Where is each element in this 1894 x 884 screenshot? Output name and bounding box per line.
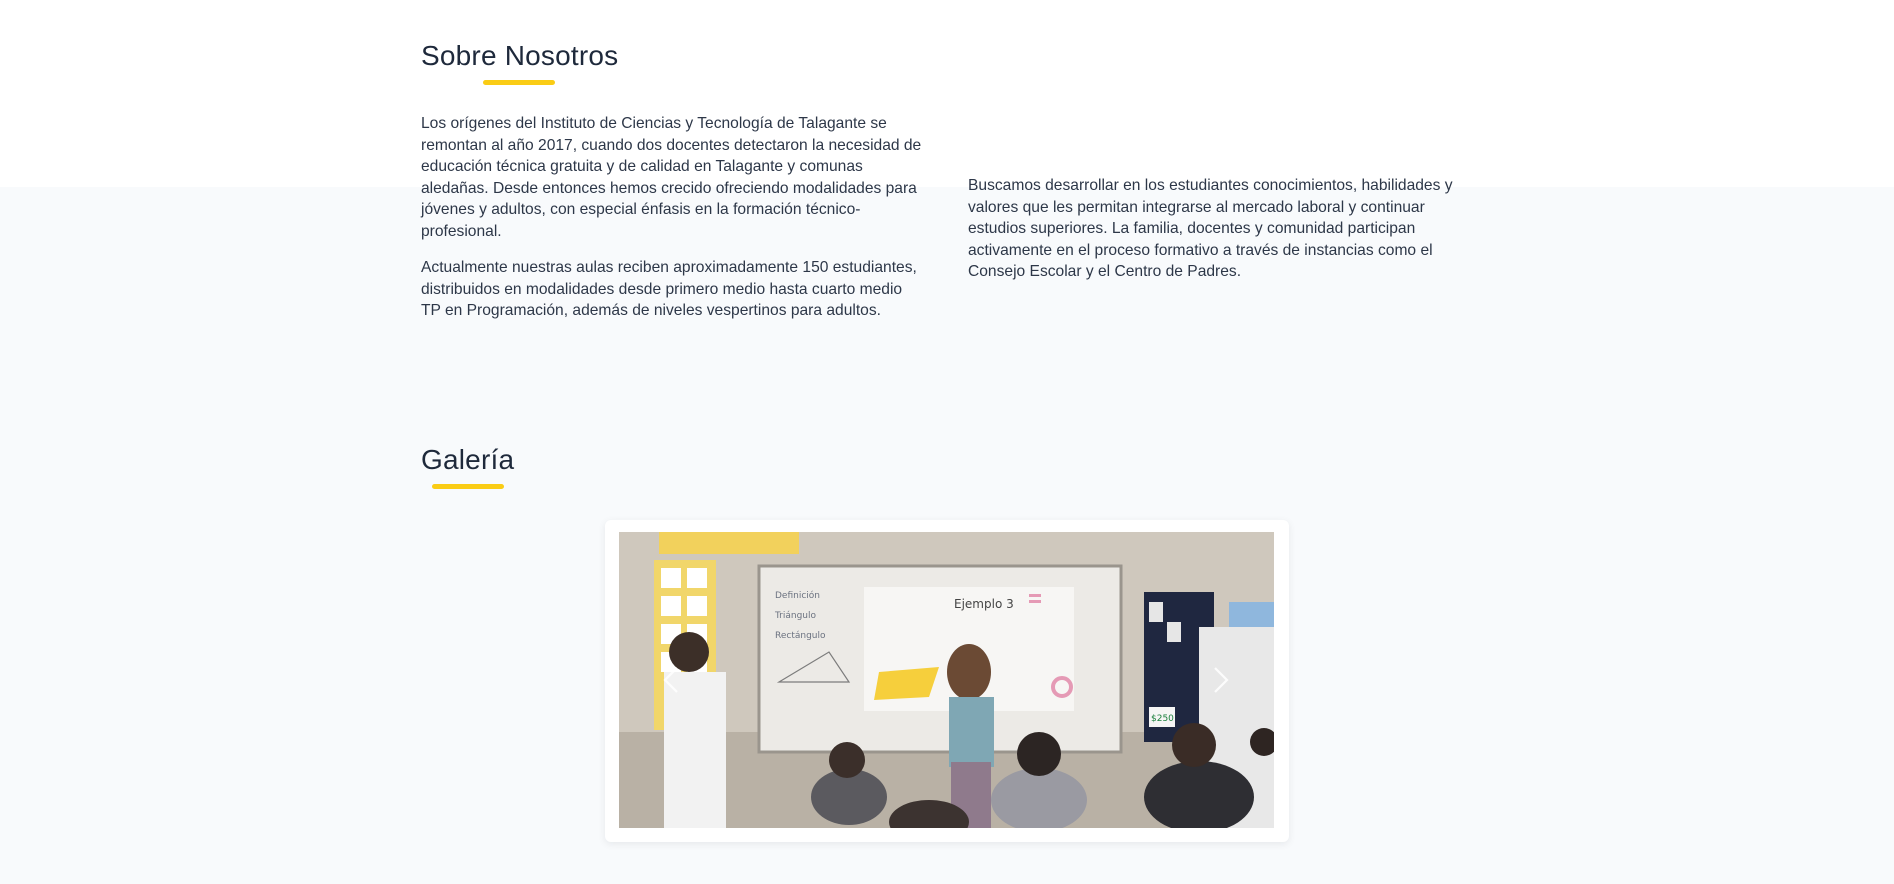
about-paragraph-mission: Buscamos desarrollar en los estudiantes conocimientos, habilidades y valores que les permitan integrarse al mercado laboral y continuar estudios superiores. La familia, docentes y comunidad participan activamente en el proceso formativo a través de instancias como el Consejo Escolar y el Centro de Padres. xyxy=(968,177,1453,281)
price-tag: $250 xyxy=(1151,714,1174,724)
classroom-photo xyxy=(619,532,1274,828)
chevron-right-icon xyxy=(1212,665,1230,695)
about-title: Sobre Nosotros xyxy=(421,40,619,71)
projected-slide-title: Ejemplo 3 xyxy=(954,597,1014,611)
about-paragraph-history: Los orígenes del Instituto de Ciencias y Tecnología de Talagante se remontan al año 2017, cuando dos docentes detectaron la necesidad de educación técnica gratuita y de calidad en Talagante y comunas aledañas. Desde entonces hemos crecido ofreciendo modalidades para jóvenes y adultos, con especial énfasis en la formación técnico-profesional. xyxy=(421,115,922,240)
chevron-left-icon xyxy=(662,665,680,695)
gallery-title-underline xyxy=(432,484,504,489)
gallery-carousel xyxy=(605,520,1289,842)
board-note-1: Definición xyxy=(775,591,820,601)
about-title-underline xyxy=(483,80,555,85)
carousel-prev-button[interactable] xyxy=(651,656,691,704)
gallery-title: Galería xyxy=(421,444,515,475)
board-note-2: Triángulo xyxy=(775,611,817,621)
gallery-slide-classroom-photo xyxy=(619,532,1274,828)
carousel-next-button[interactable] xyxy=(1201,656,1241,704)
board-note-3: Rectángulo xyxy=(775,631,826,641)
about-paragraph-students: Actualmente nuestras aulas reciben aproximadamente 150 estudiantes, distribuidos en modalidades desde primero medio hasta cuarto medio TP en Programación, además de niveles vespertinos para adultos. xyxy=(421,259,917,320)
section-background-top xyxy=(0,0,1894,187)
